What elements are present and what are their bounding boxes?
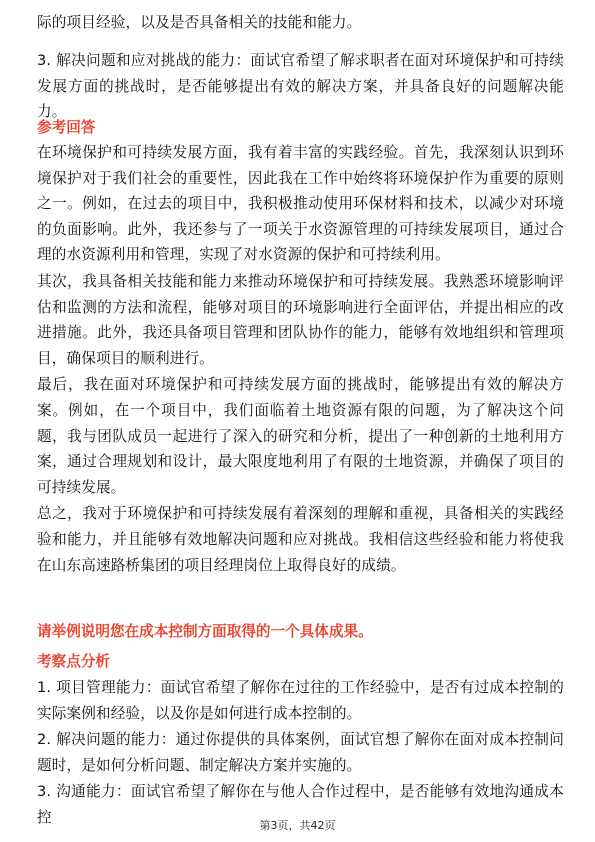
- assessment-point: 3. 沟通能力：面试官希望了解你在与他人合作过程中，是否能够有效地沟通成本控: [37, 783, 564, 826]
- assessment-point: 1. 项目管理能力：面试官希望了解你在过往的工作经验中，是否有过成本控制的实际案例和经验，以及你是如何进行成本控制的。: [37, 679, 564, 722]
- assessment-point: 2. 解决问题的能力：通过你提供的具体案例，面试官想了解你在面对成本控制问题时，是如何分析问题、制定解决方案并实施的。: [37, 731, 564, 774]
- question-heading: 请举例说明您在成本控制方面取得的一个具体成果。: [37, 623, 373, 640]
- assessment-points: [37, 675, 564, 832]
- answer-body: [37, 140, 564, 579]
- answer-paragraph: 其次，我具备相关技能和能力来推动环境保护和可持续发展。我熟悉环境影响评估和监测的方法和流程，能够对项目的环境影响进行全面评估，并提出相应的改进措施。此外，我还具备项目管理和团队协作的能力，能够有效地组织和管理项目，确保项目的顺利进行。: [37, 272, 564, 367]
- answer-paragraph: 最后，我在面对环境保护和可持续发展方面的挑战时，能够提出有效的解决方案。例如，在一个项目中，我们面临着土地资源有限的问题，为了解决这个问题，我与团队成员一起进行了深入的研究和分析，提出了一种创新的土地利用方案，通过合理规划和设计，最大限度地利用了有限的土地资源，并确保了项目的可持续发展。: [37, 376, 564, 496]
- page-number-footer: 第3页，共42页: [259, 819, 336, 832]
- previous-point-3: 3. 解决问题和应对挑战的能力：面试官希望了解求职者在面对环境保护和可持续发展方面的挑战时，是否能够提出有效的解决方案，并具备良好的问题解决能力。: [37, 52, 564, 121]
- intro-tail-text: 际的项目经验，以及是否具备相关的技能和能力。: [37, 14, 362, 31]
- reference-answer-heading: 参考回答: [37, 119, 96, 136]
- assessment-points-heading: 考察点分析: [37, 653, 110, 670]
- answer-paragraph: 在环境保护和可持续发展方面，我有着丰富的实践经验。首先，我深刻认识到环境保护对于我们社会的重要性，因此我在工作中始终将环境保护作为重要的原则之一。例如，在过去的项目中，我积极推动使用环保材料和技术，以减少对环境的负面影响。此外，我还参与了一项关于水资源管理的可持续发展项目，通过合理的水资源利用和管理，实现了对水资源的保护和可持续利用。: [37, 144, 564, 264]
- answer-paragraph: 总之，我对于环境保护和可持续发展有着深刻的理解和重视，具备相关的实践经验和能力，并且能够有效地解决问题和应对挑战。我相信这些经验和能力将使我在山东高速路桥集团的项目经理岗位上取得良好的成绩。: [37, 505, 564, 574]
